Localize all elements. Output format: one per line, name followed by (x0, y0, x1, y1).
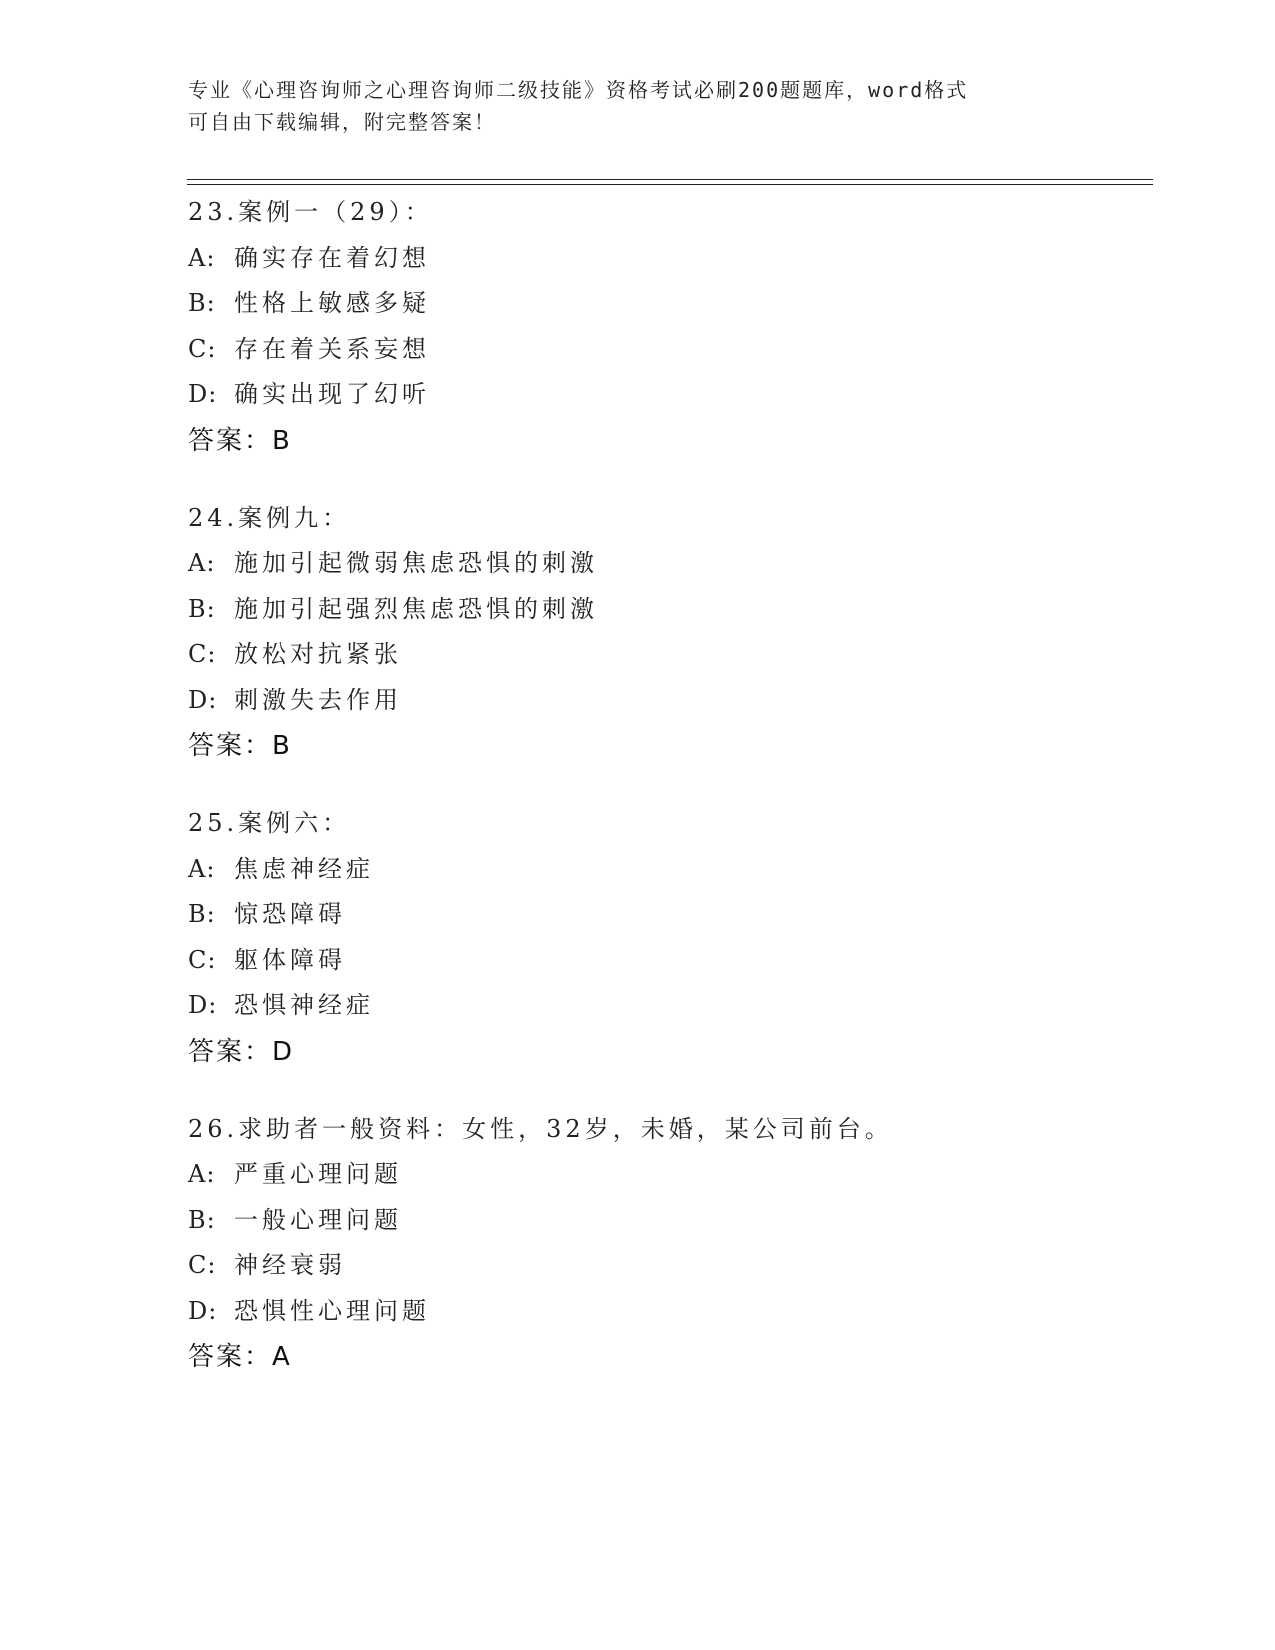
option-text: 放松对抗紧张 (234, 640, 402, 668)
option-key: B: (188, 900, 216, 928)
header-divider-top (187, 179, 1153, 180)
option-key: A: (188, 549, 216, 577)
question-list (188, 190, 1148, 1412)
question-block (188, 190, 1148, 464)
option-row (188, 236, 1148, 282)
option-row (188, 678, 1148, 724)
option-row (188, 281, 1148, 327)
option-text: 确实存在着幻想 (234, 243, 430, 272)
option-row (188, 541, 1148, 587)
option-key: A: (188, 243, 216, 272)
option-row (188, 632, 1148, 678)
question-title: 26.求助者一般资料：女性，32岁，未婚，某公司前台。 (188, 1114, 893, 1143)
option-row (188, 372, 1148, 418)
question-block (188, 1107, 1148, 1381)
header-divider-bottom (187, 184, 1153, 185)
option-key: C: (188, 1251, 217, 1279)
option-row (188, 983, 1148, 1029)
option-row (188, 1198, 1148, 1244)
question-title: 24.案例九： (188, 503, 351, 532)
option-key: B: (188, 289, 216, 317)
option-key: B: (188, 594, 216, 623)
option-key: D: (188, 1296, 218, 1325)
question-title: 23.案例一（29）： (188, 198, 433, 226)
option-row (188, 587, 1148, 633)
option-text: 施加引起强烈焦虑恐惧的刺激 (234, 594, 598, 623)
document-header (188, 74, 1068, 138)
option-text: 躯体障碍 (234, 945, 346, 974)
option-key: A: (188, 854, 216, 883)
option-row (188, 1243, 1148, 1289)
option-row (188, 1152, 1148, 1198)
option-row (188, 327, 1148, 373)
option-row (188, 938, 1148, 984)
answer-line: 答案：A (188, 1342, 292, 1372)
option-key: D: (188, 991, 218, 1019)
option-key: D: (188, 685, 218, 714)
option-text: 一般心理问题 (234, 1205, 402, 1234)
answer-line: 答案：B (188, 425, 292, 456)
option-text: 施加引起微弱焦虑恐惧的刺激 (234, 549, 598, 577)
header-line-2: 可自由下载编辑，附完整答案！ (188, 110, 496, 134)
header-line-1: 专业《心理咨询师之心理咨询师二级技能》资格考试必刷200题题库，word格式 (188, 78, 969, 102)
option-text: 惊恐障碍 (234, 900, 346, 928)
option-row (188, 892, 1148, 938)
option-key: A: (188, 1160, 216, 1188)
option-key: C: (188, 640, 217, 668)
option-text: 恐惧神经症 (234, 991, 374, 1019)
option-key: B: (188, 1205, 216, 1234)
answer-line: 答案：B (188, 731, 292, 761)
option-text: 存在着关系妄想 (234, 334, 430, 363)
answer-line: 答案：D (188, 1036, 295, 1067)
option-key: C: (188, 945, 217, 974)
option-row (188, 847, 1148, 893)
option-text: 刺激失去作用 (234, 685, 402, 714)
question-block (188, 496, 1148, 770)
option-text: 性格上敏感多疑 (234, 289, 430, 317)
option-row (188, 1289, 1148, 1335)
option-key: D: (188, 380, 218, 408)
option-text: 确实出现了幻听 (234, 380, 430, 408)
option-text: 焦虑神经症 (234, 854, 374, 883)
option-text: 神经衰弱 (234, 1251, 346, 1279)
question-block (188, 801, 1148, 1075)
option-key: C: (188, 334, 217, 363)
option-text: 恐惧性心理问题 (234, 1296, 430, 1325)
option-text: 严重心理问题 (234, 1160, 402, 1188)
question-title: 25.案例六： (188, 809, 351, 837)
